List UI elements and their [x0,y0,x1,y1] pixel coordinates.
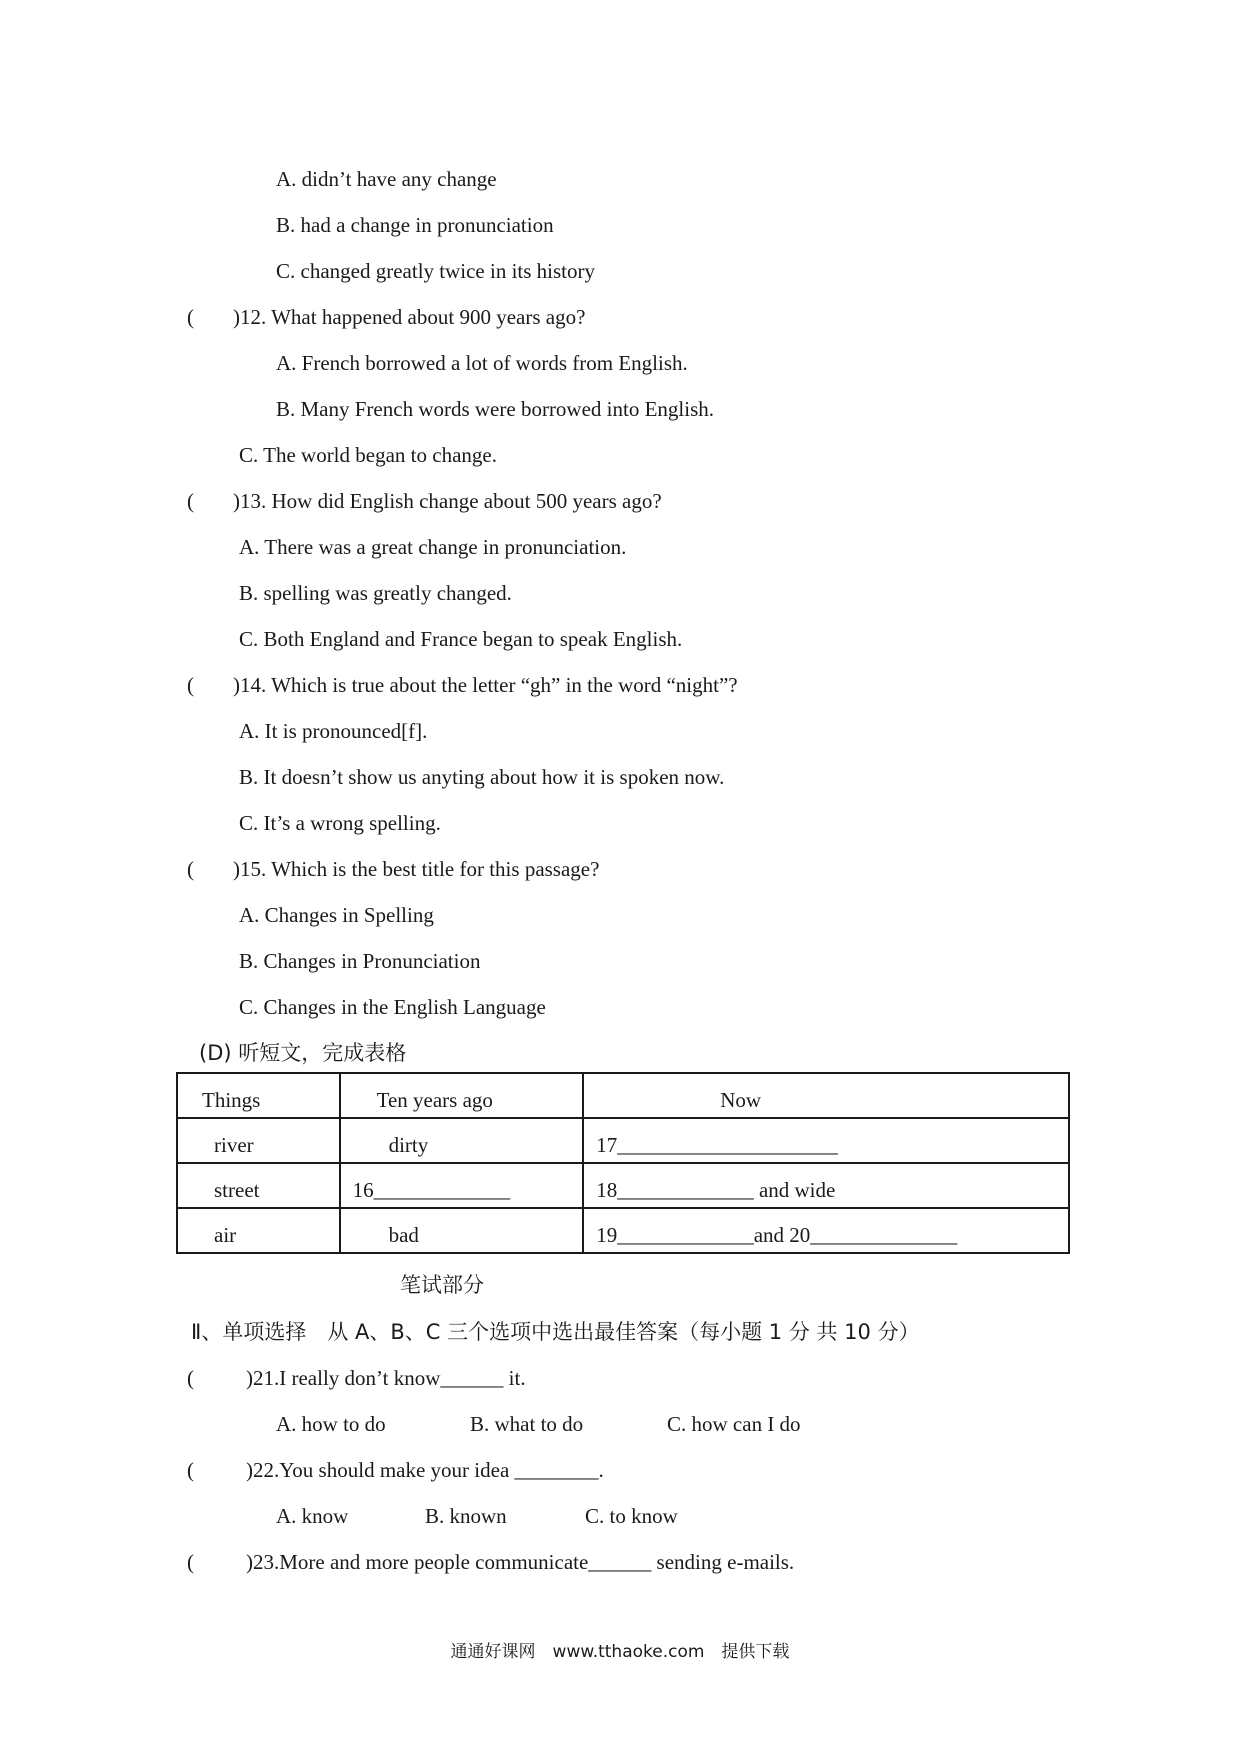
q21-stem: )21.I really don’t know______ it. [246,1366,526,1390]
q14-option-a: A. It is pronounced[f]. [239,719,428,743]
q11-option-b: B. had a change in pronunciation [276,213,554,237]
q12-option-c: C. The world began to change. [239,443,497,467]
q14-option-b: B. It doesn’t show us anyting about how it is spoken now. [239,765,725,789]
q12-answer-paren[interactable]: ( [187,305,194,329]
q21-option-c: C. how can I do [667,1412,801,1436]
table-cell-blank-16[interactable]: 16_____________ [340,1163,584,1208]
table-cell-blank-17[interactable]: 17_____________________ [583,1118,1069,1163]
q22-answer-paren[interactable]: ( [187,1458,194,1482]
q12-option-a: A. French borrowed a lot of words from English. [276,351,688,375]
q15-option-c: C. Changes in the English Language [239,995,546,1019]
q11-option-a: A. didn’t have any change [276,167,497,191]
q22-option-a: A. know [276,1504,349,1528]
table-cell-thing: air [177,1208,340,1253]
table-cell-past: bad [340,1208,584,1253]
q15-answer-paren[interactable]: ( [187,857,194,881]
table-cell-past: dirty [340,1118,584,1163]
section-ii-heading: Ⅱ、单项选择 从 A、B、C 三个选项中选出最佳答案（每小题 1 分 共 10 分） [191,1320,920,1344]
q13-option-a: A. There was a great change in pronunciation. [239,535,627,559]
q13-stem: )13. How did English change about 500 years ago? [233,489,662,513]
table-cell-blank-18[interactable]: 18_____________ and wide [583,1163,1069,1208]
q14-option-c: C. It’s a wrong spelling. [239,811,441,835]
q12-stem: )12. What happened about 900 years ago? [233,305,586,329]
table-header-things: Things [177,1073,340,1118]
q13-answer-paren[interactable]: ( [187,489,194,513]
table-header-ten-years-ago: Ten years ago [340,1073,584,1118]
q11-option-c: C. changed greatly twice in its history [276,259,596,283]
q22-stem: )22.You should make your idea ________. [246,1458,604,1482]
table-header-now: Now [583,1073,1069,1118]
table-cell-thing: river [177,1118,340,1163]
page-footer: 通通好课网 www.tthaoke.com 提供下载 [450,1642,790,1662]
q15-stem: )15. Which is the best title for this passage? [233,857,600,881]
listening-table [176,1072,1070,1254]
table-cell-thing: street [177,1163,340,1208]
q13-option-b: B. spelling was greatly changed. [239,581,512,605]
q22-option-c: C. to know [585,1504,678,1528]
q12-option-b: B. Many French words were borrowed into English. [276,397,715,421]
table-row [177,1208,1069,1253]
q23-stem: )23.More and more people communicate______ sending e-mails. [246,1550,795,1574]
section-d-heading: (D) 听短文，完成表格 [199,1041,407,1065]
q15-option-b: B. Changes in Pronunciation [239,949,481,973]
q21-answer-paren[interactable]: ( [187,1366,194,1390]
q21-option-a: A. how to do [276,1412,386,1436]
table-row [177,1163,1069,1208]
q13-option-c: C. Both England and France began to speak English. [239,627,683,651]
table-row [177,1118,1069,1163]
table-cell-blank-19-20[interactable]: 19_____________and 20______________ [583,1208,1069,1253]
written-part-heading: 笔试部分 [400,1273,484,1297]
q21-option-b: B. what to do [470,1412,584,1436]
q14-stem: )14. Which is true about the letter “gh” in the word “night”? [233,673,738,697]
table-header-row [177,1073,1069,1118]
q15-option-a: A. Changes in Spelling [239,903,434,927]
q14-answer-paren[interactable]: ( [187,673,194,697]
q22-option-b: B. known [425,1504,507,1528]
q23-answer-paren[interactable]: ( [187,1550,194,1574]
